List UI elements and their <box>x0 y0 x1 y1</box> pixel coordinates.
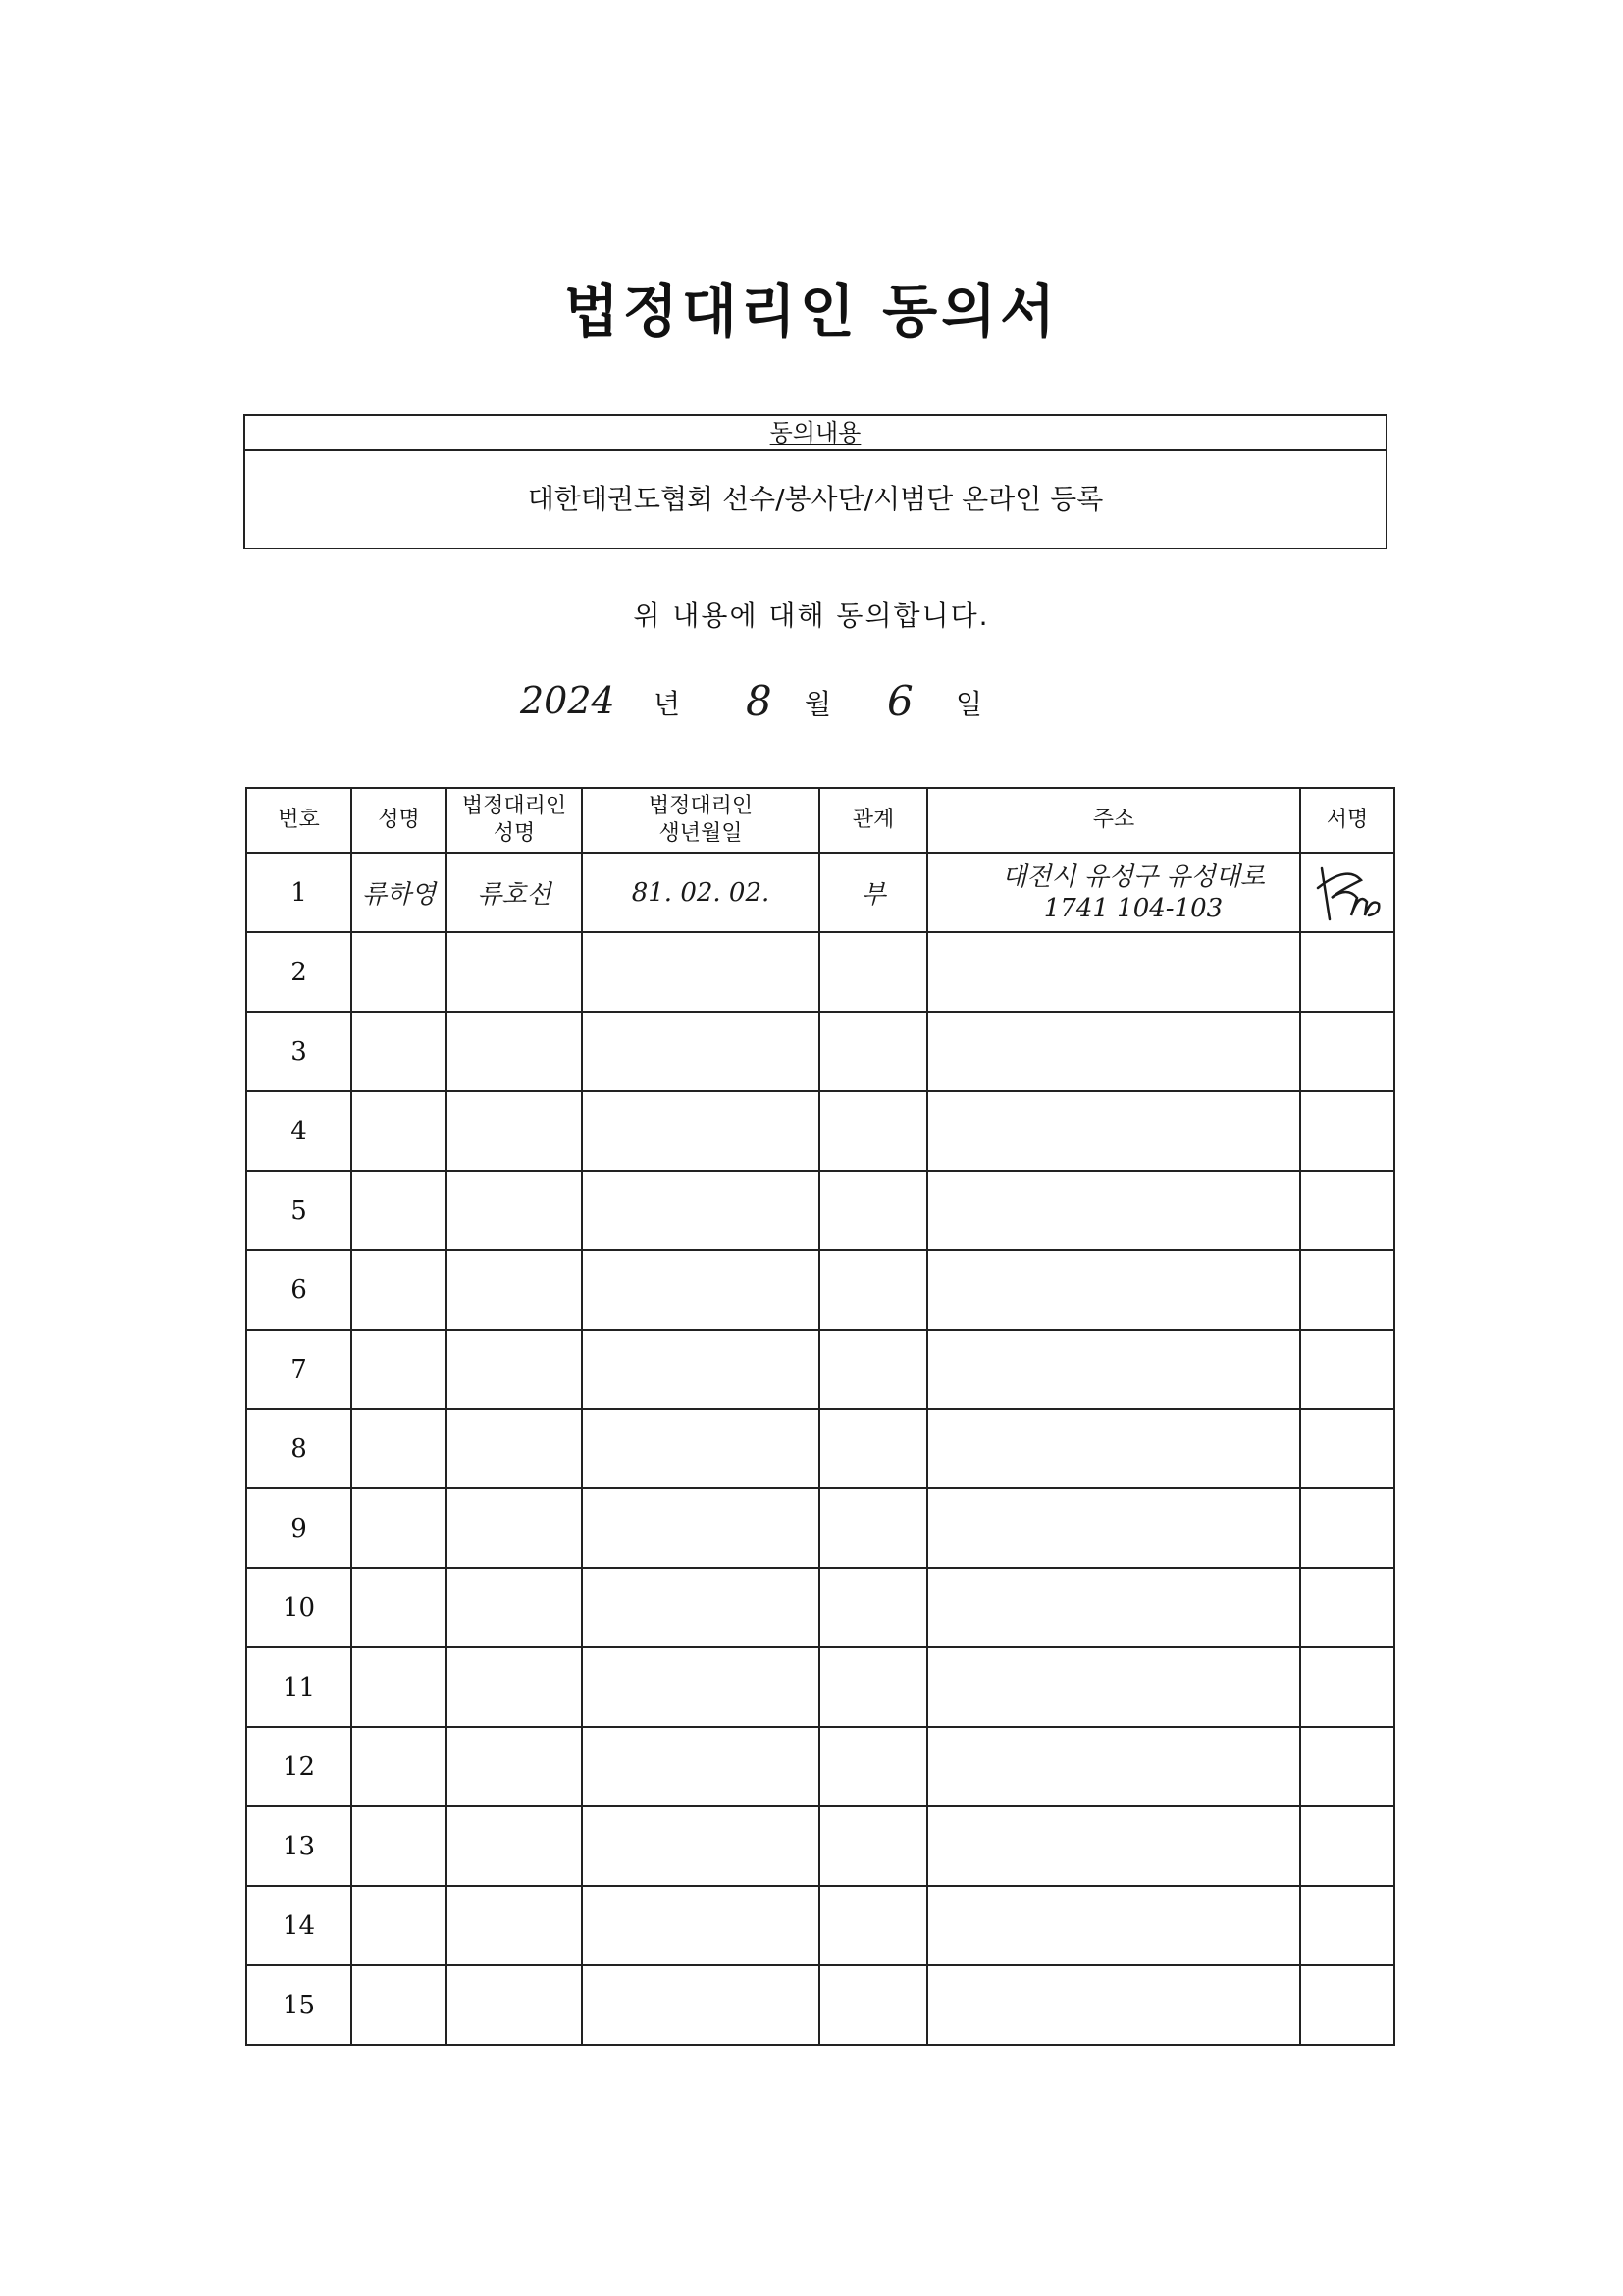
table-row <box>246 1965 1394 2045</box>
cell-relation <box>819 1886 927 1965</box>
cell-signature <box>1300 1965 1394 2045</box>
table-row <box>246 1091 1394 1171</box>
table-row <box>246 1568 1394 1647</box>
header-guardian-name-line1: 법정대리인 <box>461 794 567 818</box>
cell-signature <box>1300 1647 1394 1727</box>
consent-content: 대한태권도협회 선수/봉사단/시범단 온라인 등록 <box>527 483 1104 515</box>
cell-name <box>351 1250 446 1330</box>
cell-address <box>927 1171 1300 1250</box>
header-guardian-name-line2: 성명 <box>493 821 536 846</box>
registration-table <box>245 787 1395 2046</box>
cell-guardian-name <box>446 932 582 1012</box>
cell-signature <box>1300 853 1394 932</box>
cell-address <box>927 1012 1300 1091</box>
cell-address <box>927 1647 1300 1727</box>
cell-guardian-birth <box>582 1568 819 1647</box>
table-row <box>246 932 1394 1012</box>
date-day-value: 6 <box>887 677 914 725</box>
cell-relation <box>819 1965 927 2045</box>
cell-guardian-name <box>446 1488 582 1568</box>
cell-signature <box>1300 1806 1394 1886</box>
header-name: 성명 <box>351 788 446 853</box>
cell-guardian-birth <box>582 1091 819 1171</box>
cell-name <box>351 1806 446 1886</box>
header-no: 번호 <box>246 788 351 853</box>
cell-no: 3 <box>246 1012 351 1091</box>
cell-guardian-birth <box>582 1409 819 1488</box>
cell-guardian-name <box>446 1727 582 1806</box>
cell-address <box>927 1330 1300 1409</box>
cell-guardian-birth <box>582 1965 819 2045</box>
date-year-value: 2024 <box>520 679 615 722</box>
cell-name <box>351 1727 446 1806</box>
cell-name <box>351 1409 446 1488</box>
cell-relation <box>819 1250 927 1330</box>
cell-name <box>351 1886 446 1965</box>
cell-no: 13 <box>246 1806 351 1886</box>
table-row <box>246 1409 1394 1488</box>
document-title: 법정대리인 동의서 <box>563 278 1060 344</box>
cell-no: 8 <box>246 1409 351 1488</box>
cell-relation <box>819 1647 927 1727</box>
cell-name: 류하영 <box>351 853 446 932</box>
cell-guardian-birth <box>582 1171 819 1250</box>
header-guardian-birth <box>582 788 819 853</box>
header-guardian-name <box>446 788 582 853</box>
cell-signature <box>1300 1409 1394 1488</box>
handwritten-signature <box>1308 859 1387 927</box>
cell-name <box>351 1091 446 1171</box>
agreement-statement: 위 내용에 대해 동의합니다. <box>633 600 990 632</box>
cell-name <box>351 1488 446 1568</box>
cell-relation <box>819 1806 927 1886</box>
table-row <box>246 1488 1394 1568</box>
cell-address <box>927 1568 1300 1647</box>
cell-relation <box>819 932 927 1012</box>
address-line1: 대전시 유성구 유성대로 <box>1002 861 1265 892</box>
cell-no: 11 <box>246 1647 351 1727</box>
table-row <box>246 1806 1394 1886</box>
cell-guardian-name <box>446 1965 582 2045</box>
table-row <box>246 1727 1394 1806</box>
table-row <box>246 1012 1394 1091</box>
cell-guardian-name <box>446 1091 582 1171</box>
cell-guardian-birth <box>582 932 819 1012</box>
cell-address <box>927 1886 1300 1965</box>
cell-guardian-name <box>446 1171 582 1250</box>
cell-guardian-name <box>446 1647 582 1727</box>
cell-signature <box>1300 1091 1394 1171</box>
cell-address <box>927 1409 1300 1488</box>
cell-signature <box>1300 1488 1394 1568</box>
cell-guardian-name <box>446 1012 582 1091</box>
cell-guardian-birth <box>582 1330 819 1409</box>
header-signature: 서명 <box>1300 788 1394 853</box>
cell-no: 15 <box>246 1965 351 2045</box>
cell-guardian-birth <box>582 1488 819 1568</box>
consent-heading <box>245 416 1386 451</box>
cell-guardian-name <box>446 1409 582 1488</box>
table-row <box>246 1647 1394 1727</box>
cell-address <box>927 1965 1300 2045</box>
date-month-value: 8 <box>746 677 772 725</box>
cell-no: 14 <box>246 1886 351 1965</box>
cell-guardian-name <box>446 1330 582 1409</box>
cell-signature <box>1300 1886 1394 1965</box>
cell-guardian-name <box>446 1886 582 1965</box>
cell-address <box>927 1091 1300 1171</box>
cell-guardian-name <box>446 1568 582 1647</box>
table-row <box>246 1886 1394 1965</box>
cell-address <box>927 1250 1300 1330</box>
table-row <box>246 1330 1394 1409</box>
cell-relation <box>819 1568 927 1647</box>
cell-relation <box>819 1488 927 1568</box>
cell-no: 2 <box>246 932 351 1012</box>
cell-name <box>351 1965 446 2045</box>
header-address: 주소 <box>927 788 1300 853</box>
cell-relation <box>819 1012 927 1091</box>
cell-no: 4 <box>246 1091 351 1171</box>
cell-guardian-name <box>446 1250 582 1330</box>
cell-signature <box>1300 1012 1394 1091</box>
cell-guardian-birth <box>582 1806 819 1886</box>
cell-name <box>351 1012 446 1091</box>
cell-name <box>351 1647 446 1727</box>
cell-address <box>927 853 1300 932</box>
cell-guardian-birth <box>582 1012 819 1091</box>
cell-no: 12 <box>246 1727 351 1806</box>
cell-relation <box>819 1409 927 1488</box>
table-header-row <box>246 788 1394 853</box>
cell-address <box>927 1488 1300 1568</box>
cell-relation <box>819 1091 927 1171</box>
cell-no: 10 <box>246 1568 351 1647</box>
address-line2: 1741 104-103 <box>1043 893 1224 923</box>
cell-no: 5 <box>246 1171 351 1250</box>
header-guardian-birth-line1: 법정대리인 <box>648 794 754 818</box>
cell-name <box>351 1568 446 1647</box>
cell-no: 9 <box>246 1488 351 1568</box>
date-year-label: 년 <box>654 688 681 720</box>
cell-signature <box>1300 1171 1394 1250</box>
table-row <box>246 1171 1394 1250</box>
consent-box <box>243 414 1387 549</box>
cell-guardian-birth <box>582 1886 819 1965</box>
header-relation: 관계 <box>819 788 927 853</box>
cell-relation <box>819 1727 927 1806</box>
table-row <box>246 853 1394 932</box>
cell-no: 7 <box>246 1330 351 1409</box>
cell-guardian-birth <box>582 1727 819 1806</box>
cell-signature <box>1300 1727 1394 1806</box>
cell-relation: 부 <box>819 853 927 932</box>
table-row <box>246 1250 1394 1330</box>
cell-signature <box>1300 932 1394 1012</box>
cell-address <box>927 1727 1300 1806</box>
cell-guardian-name: 류호선 <box>446 853 582 932</box>
cell-name <box>351 1330 446 1409</box>
cell-name <box>351 1171 446 1250</box>
date-day-label: 일 <box>956 688 983 720</box>
cell-signature <box>1300 1250 1394 1330</box>
cell-name <box>351 932 446 1012</box>
cell-guardian-birth <box>582 1647 819 1727</box>
cell-relation <box>819 1330 927 1409</box>
cell-address <box>927 1806 1300 1886</box>
cell-guardian-birth <box>582 1250 819 1330</box>
cell-no: 6 <box>246 1250 351 1330</box>
cell-signature <box>1300 1568 1394 1647</box>
cell-no: 1 <box>246 853 351 932</box>
header-guardian-birth-line2: 생년월일 <box>658 821 743 846</box>
cell-address <box>927 932 1300 1012</box>
cell-guardian-birth: 81. 02. 02. <box>582 853 819 932</box>
cell-signature <box>1300 1330 1394 1409</box>
date-month-label: 월 <box>805 688 832 720</box>
cell-guardian-name <box>446 1806 582 1886</box>
consent-heading-label: 동의내용 <box>769 419 862 446</box>
cell-relation <box>819 1171 927 1250</box>
